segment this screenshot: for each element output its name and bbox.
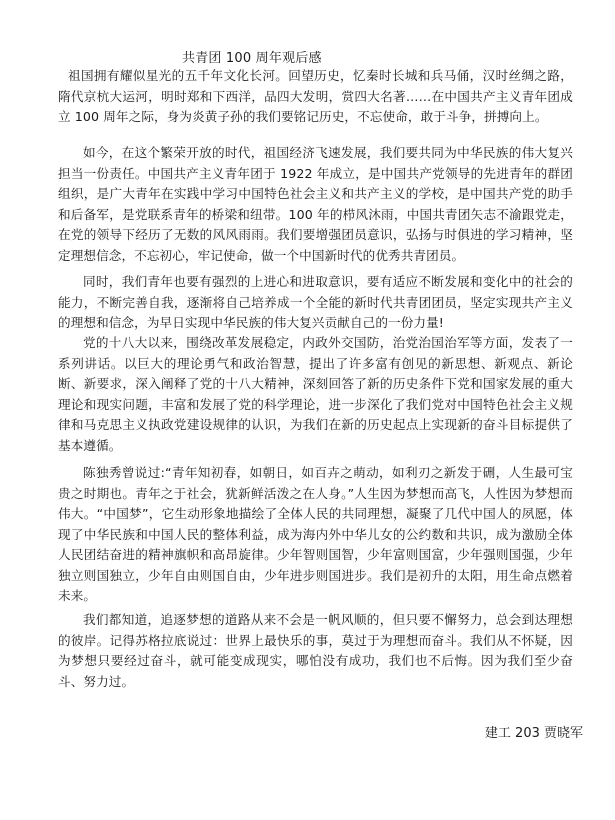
paragraph-5: 陈独秀曾说过:“青年知初春，如朝日，如百卉之萌动，如利刃之新发于硎，人生最可宝贵之时期也。青年之于社会，犹新鲜活泼之在人身。”人生因为梦想而高飞，人性因为梦想而伟大。“中国梦”，它生动形象地描绘了全体人民的共同理想，凝聚了几代中国人的夙愿，体现了中华民族和中国人民的整体利益，成为海内外中华儿女的公约数和共识，成为激励全体人民团结奋进的精神旗帜和高昂旋律。少年智则国智，少年富则国富，少年强则国强，少年独立则国独立，少年自由则国自由，少年进步则国进步。我们是初升的太阳，用生命点燃着未来。: [58, 465, 573, 603]
document-title: 共青团 100 周年观后感: [182, 51, 322, 66]
paragraph-4: 党的十八大以来，围绕改革发展稳定，内政外交国防，治党治国治军等方面，发表了一系列讲话。以巨大的理论勇气和政治智慧，提出了许多富有创见的新思想、新观点、新论断、新要求，深入阐释了党的十八大精神，深刻回答了新的历史条件下党和国家发展的重大理论和现实问题，丰富和发展了党的科学理论，进一步深化了我们党对中国特色社会主义规律和马克思主义执政党建设规律的认识，为我们在新的历史起点上实现新的奋斗目标提供了基本遵循。: [58, 335, 573, 453]
paragraph-3: 同时，我们青年也要有强烈的上进心和进取意识，要有适应不断发展和变化中的社会的能力，不断完善自我，逐渐将自己培养成一个全能的新时代共青团团员，坚定实现共产主义的理想和信念，为早日实现中华民族的伟大复兴贡献自己的一份力量!: [58, 274, 573, 330]
author-signature: 建工 203 贾晓军: [484, 726, 583, 741]
paragraph-1: 祖国拥有耀似星光的五千年文化长河。回望历史，忆秦时长城和兵马俑，汉时丝绸之路，隋代京杭大运河，明时郑和下西洋，品四大发明，赏四大名著……在中国共产主义青年团成立 100 周年之际，身为炎黄子孙的我们要铭记历史，不忘使命，敢于斗争，拼搏向上。: [58, 68, 573, 124]
paragraph-2: 如今，在这个繁荣开放的时代，祖国经济飞速发展，我们要共同为中华民族的伟大复兴担当一份责任。中国共产主义青年团于 1922 年成立，是中国共产党领导的先进青年的群团组织，是广大青年在实践中学习中国特色社会主义和共产主义的学校，是中国共产党的助手和后备军，是党联系青年的桥梁和纽带。100 年的栉风沐雨，中国共青团矢志不渝跟党走，在党的领导下经历了无数的风风雨雨。我们要增强团员意识，弘扬与时俱进的学习精神，坚定理想信念，不忘初心，牢记使命，做一个中国新时代的优秀共青团员。: [58, 145, 573, 263]
paragraph-6: 我们都知道，追逐梦想的道路从来不会是一帆风顺的，但只要不懈努力，总会到达理想的彼岸。记得苏格拉底说过：世界上最快乐的事，莫过于为理想而奋斗。我们从不怀疑，因为梦想只要经过奋斗，就可能变成现实，哪怕没有成功，我们也不后悔。因为我们至少奋斗、努力过。: [58, 612, 573, 689]
